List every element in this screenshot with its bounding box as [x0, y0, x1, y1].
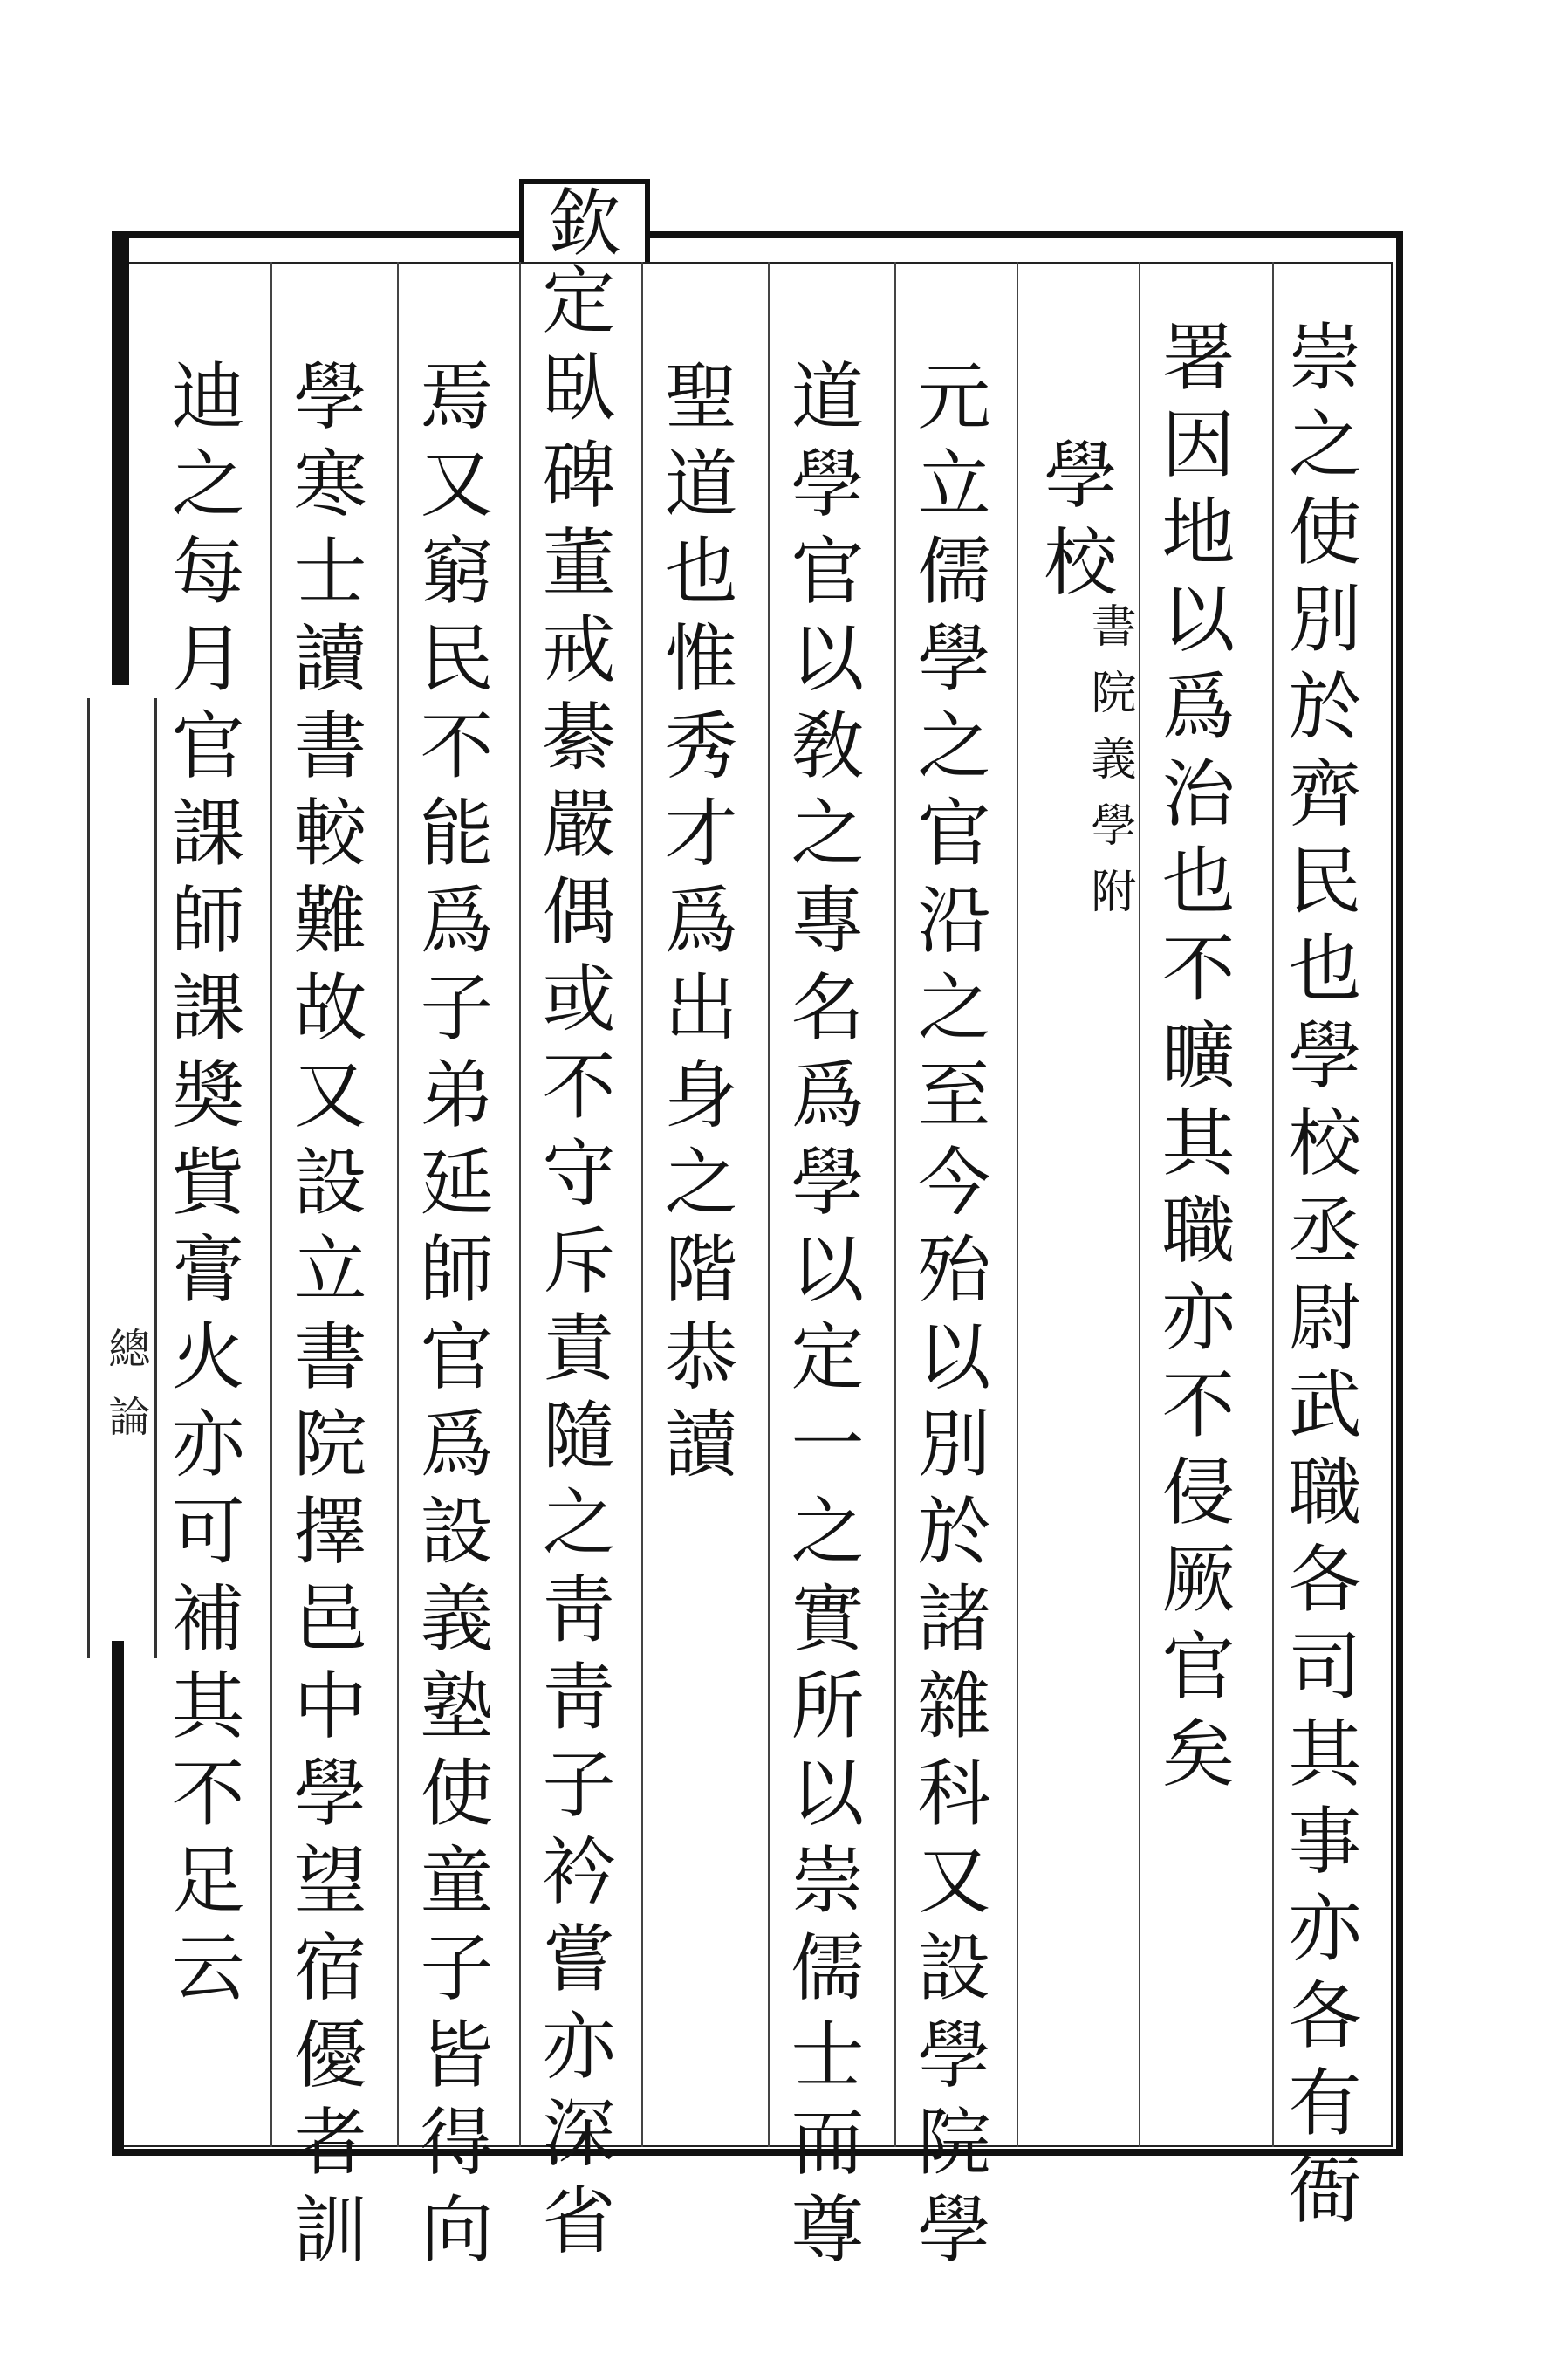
text-column-10: 迪之每月官課師課奬貲膏火亦可補其不足云: [160, 358, 245, 2016]
text-column-5: 道學官以敎之專名爲學以定一之實所以崇儒士而尊: [779, 358, 865, 2278]
column-rule: [641, 262, 643, 2147]
column-rule: [768, 262, 770, 2147]
fore-edge-label: 總論: [101, 1327, 150, 1463]
left-margin-bar-bottom: [112, 1641, 124, 2156]
fore-edge: [87, 698, 157, 1658]
title-tab: [519, 179, 650, 266]
text-column-4: 元立儒學之官沿之至今殆以別於諸雜科又設學院學: [906, 358, 991, 2278]
text-column-6: 聖道也惟秀才爲出身之階恭讀: [653, 358, 738, 1492]
section-subheading: 書院義學附: [1083, 602, 1135, 934]
column-rule: [1272, 262, 1274, 2147]
title-tab-character: 欽: [547, 180, 621, 266]
column-rule: [519, 262, 521, 2147]
column-rule: [397, 262, 399, 2147]
text-column-7: 定臥碑董戒綦嚴偶或不守斥責隨之靑靑子衿嘗亦深省: [531, 262, 616, 2269]
column-rule: [894, 262, 896, 2147]
text-column-8: 焉又窮民不能爲子弟延師官爲設義塾使童子皆得向: [408, 358, 494, 2278]
column-rule: [1017, 262, 1018, 2147]
section-heading: 學校: [1032, 436, 1118, 611]
text-column-2: 署因地以爲治也不曠其職亦不侵厥官矣: [1150, 319, 1236, 1802]
text-column-1: 崇之使別於齊民也學校丞尉武職各司其事亦各有衙: [1277, 319, 1362, 2239]
column-rule: [270, 262, 272, 2147]
left-margin-bar-top: [112, 231, 129, 685]
column-rule: [1139, 262, 1140, 2147]
text-column-9: 學寒士讀書較難故又設立書院擇邑中學望宿優者訓: [282, 358, 367, 2278]
